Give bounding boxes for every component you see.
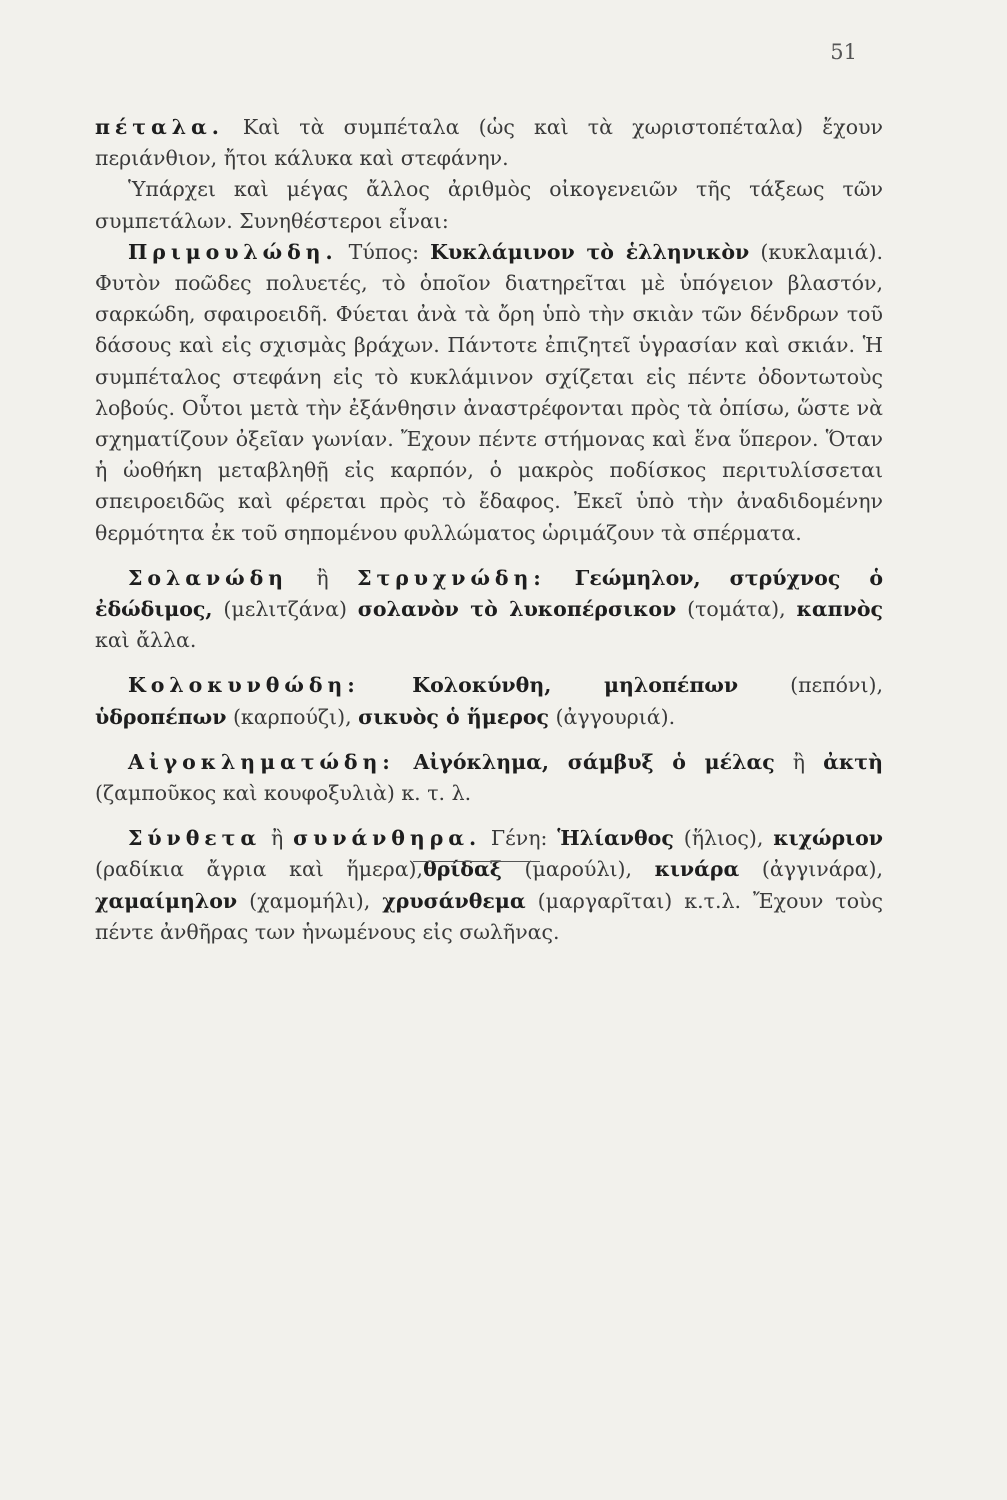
- paragraph-petals: [95, 112, 883, 174]
- text-span: ἢ: [288, 565, 358, 590]
- family-title-primulaceae: Πριμουλώδη.: [128, 239, 338, 264]
- family-title-caprifoliaceae: Αἰγοκληματώδη:: [128, 749, 395, 774]
- text-span: (πεπόνι),: [738, 673, 883, 698]
- bold-term: χρυσάνθεμα: [382, 888, 526, 913]
- paragraph-compositae: [95, 823, 883, 948]
- bold-term: σικυὸς ὁ ἥμερος: [358, 704, 549, 729]
- paragraph-families-intro: [95, 174, 883, 236]
- section-divider-rule: [413, 861, 540, 862]
- text-span: (ζαμποῦκος καὶ κουφοξυλιὰ) κ. τ. λ.: [95, 781, 472, 806]
- text-span: Γένη:: [481, 826, 558, 851]
- text-span: (τομάτα),: [676, 597, 797, 622]
- family-title-synantherae: συνάνθηρα.: [293, 826, 482, 851]
- paragraph-gap: [95, 549, 883, 563]
- text-span: (ἥλιος),: [673, 826, 774, 851]
- text-span: Τύπος:: [337, 239, 431, 264]
- paragraph-gap: [95, 809, 883, 823]
- paragraph-cucurbitaceae: [95, 670, 883, 732]
- bold-term: καπνὸς: [796, 597, 883, 622]
- paragraph-primulaceae: [95, 237, 883, 549]
- text-span: ἢ: [261, 826, 294, 851]
- text-span: (ραδίκια ἄγρια καὶ ἥμερα),: [95, 857, 424, 882]
- text-span: (μελιτζάνα): [212, 597, 358, 622]
- page-body: [95, 112, 883, 948]
- text-span: (καρπούζι),: [226, 704, 359, 729]
- bold-term: Κυκλάμινον τὸ ἑλληνικὸν: [430, 239, 750, 264]
- paragraph-caprifoliaceae: [95, 747, 883, 809]
- section-title-petala: πέταλα.: [95, 115, 224, 139]
- text-span: (ἀγγουριά).: [549, 704, 676, 729]
- paragraph-gap: [95, 733, 883, 747]
- text-span: (ἀγγινάρα),: [739, 857, 883, 882]
- family-title-cucurbitaceae: Κολοκυνθώδη:: [128, 673, 360, 698]
- bold-term: σολανὸν τὸ λυκοπέρσικον: [357, 597, 677, 622]
- paragraph-gap: [95, 656, 883, 670]
- bold-term: Ἡλίανθος: [557, 826, 674, 851]
- bold-term: Γεώμηλον, στρύχνος ὁ ἐδώδιμος,: [95, 565, 883, 622]
- text-span: Ὑπάρχει καὶ μέγας ἄλλος ἀριθμὸς οἰκογενειῶν τῆς τάξεως τῶν συμπετάλων. Συνηθέστεροι εἶναι:: [95, 177, 883, 233]
- bold-term: ἀκτὴ: [823, 749, 883, 774]
- bold-term: ὑδροπέπων: [95, 704, 227, 729]
- text-span: (μαργαρῖται) κ.τ.λ. Ἔχουν τοὺς πέντε ἀνθῆρας των ἡνωμένους εἰς σωλῆνας.: [95, 888, 883, 944]
- bold-term: Κολοκύνθη, μηλοπέπων: [359, 673, 739, 698]
- text-span: (μαρούλι),: [501, 857, 655, 882]
- bold-term: κιχώριον: [773, 826, 883, 851]
- text-span: (χαμομήλι),: [237, 888, 383, 913]
- family-title-compositae: Σύνθετα: [128, 826, 262, 851]
- page-number: 51: [830, 40, 857, 64]
- family-title-strychnaceae: Στρυχνώδη:: [357, 565, 546, 590]
- text-span: Καὶ τὰ συμπέταλα (ὡς καὶ τὰ χωριστοπέταλα) ἔχουν περιάνθιον, ἤτοι κάλυκα καὶ στεφάνην.: [95, 115, 883, 171]
- bold-term: χαμαίμηλον: [95, 888, 238, 913]
- bold-term: θρίδαξ: [423, 857, 502, 882]
- bold-term: Αἰγόκλημα, σάμβυξ ὁ μέλας: [394, 749, 775, 774]
- bold-term: κινάρα: [654, 857, 740, 882]
- text-span: (κυκλαμιά). Φυτὸν ποῶδες πολυετές, τὸ ὁποῖον διατηρεῖται μὲ ὑπόγειον βλαστόν, σαρκώδη, σφαιροειδῆ. Φύεται ἀνὰ τὰ ὄρη ὑπὸ τὴν σκιὰν τῶν δένδρων τοῦ δάσους καὶ εἰς σχισμὰς βράχων. Πάντοτε ἐπιζητεῖ ὑγρασίαν καὶ σκιάν. Ἡ συμπέταλος στεφάνη εἰς τὸ κυκλάμινον σχίζεται εἰς πέντε ὀδοντωτοὺς λοβούς. Οὗτοι μετὰ τὴν ἐξάνθησιν ἀναστρέφονται πρὸς τὰ ὀπίσω, ὥστε νὰ σχηματίζουν ὀξεῖαν γωνίαν. Ἔχουν πέντε στήμονας καὶ ἕνα ὕπερον. Ὅταν ἡ ὠοθήκη μεταβληθῇ εἰς καρπόν, ὁ μακρὸς ποδίσκος περιτυλίσσεται σπειροειδῶς καὶ φέρεται πρὸς τὸ ἔδαφος. Ἐκεῖ ὑπὸ τὴν ἀναδιδομένην θερμότητα ἐκ τοῦ σηπομένου φυλλώματος ὡριμάζουν τὰ σπέρματα.: [95, 239, 883, 545]
- paragraph-solanaceae: [95, 563, 883, 657]
- family-title-solanaceae: Σολανώδη: [128, 565, 288, 590]
- text-span: καὶ ἄλλα.: [95, 628, 197, 653]
- text-span: ἢ: [774, 749, 824, 774]
